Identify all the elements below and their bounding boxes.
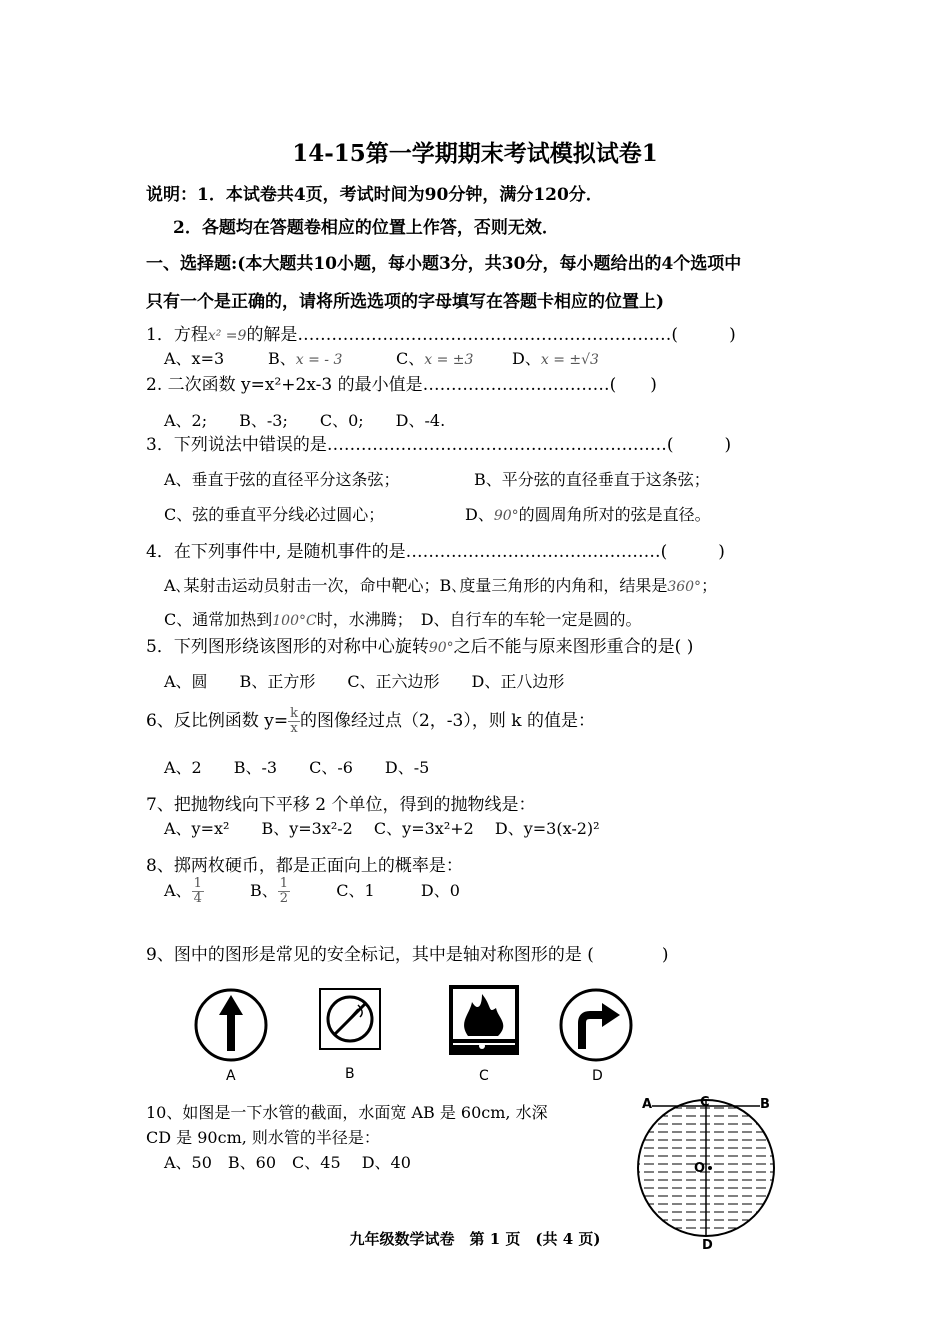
pipe-label-o: O [694,1161,706,1176]
pipe-cross-section-figure [630,1090,790,1250]
sign-a-label: A [226,1068,236,1084]
sign-d-turn-right-icon [558,987,634,1063]
pipe-label-b: B [760,1097,770,1112]
q4-options-line-2 [164,607,642,630]
q1-suffix: 的解是…………………………………………………………( ) [246,325,736,345]
question-10-line-1: 10、如图是一下水管的截面，水面宽 AB 是 60cm, 水深 [146,1103,548,1122]
question-5 [146,632,693,657]
q1-option-b [268,346,342,369]
q3-option-d-text: 的圆周角所对的弦是直径。 [518,505,711,524]
q1-prefix: 1．方程 [146,325,208,345]
q3-option-a: A、垂直于弦的直径平分这条弦； [164,470,400,489]
question-3: 3．下列说法中错误的是……………………………………………………( ) [146,435,732,455]
section-heading-line-1: 一、选择题:(本大题共10小题，每小题3分，共30分，每小题给出的4个选项中 [146,254,742,274]
page-footer: 九年级数学试卷 第 1 页 (共 4 页) [349,1230,601,1248]
q4-options-line-1 [164,573,717,596]
pipe-label-a: A [642,1097,653,1112]
section-heading-line-2: 只有一个是正确的，请将所选选项的字母填写在答题卡相应的位置上) [146,292,665,312]
sign-b-label: B [345,1066,355,1082]
q1-option-b-math: x = - 3 [295,352,343,368]
q7-options: A、y=x² B、y=3x²-2 C、y=3x²+2 D、y=3(x-2)² [164,819,600,838]
q6-text-b: 的图像经过点（2，-3），则 k 的值是： [299,711,595,731]
q8-option-a-fraction [192,877,204,906]
q5-math: 90° [428,640,454,656]
q8-option-b-label: B、 [250,881,278,900]
q1-option-d [512,346,599,369]
q4-line2-math: 100°C [272,613,317,629]
instructions-line-2: 2．各题均在答题卷相应的位置上作答，否则无效． [173,218,559,238]
instructions-line-1: 说明：1．本试卷共4页，考试时间为90分钟，满分120分． [146,185,603,205]
sign-d-label: D [592,1068,603,1084]
q8-option-a-label: A、 [164,881,192,900]
q1-option-c-label: C、 [396,349,425,368]
q6-fraction-den: x [290,721,298,736]
question-4: 4．在下列事件中, 是随机事件的是………………………………………( ) [146,542,725,562]
q8-option-d: D、0 [420,881,460,900]
q1-equation: x² =9 [207,328,247,344]
q8-b-den: 2 [279,891,289,906]
q10-options: A、50 B、60 C、45 D、40 [164,1153,411,1172]
pipe-label-d: D [702,1238,713,1250]
question-7: 7、把抛物线向下平移 2 个单位，得到的抛物线是： [146,795,536,815]
q8-a-den: 4 [193,891,202,906]
q6-fraction [288,707,300,736]
q3-option-d-math: 90° [493,508,519,524]
q1-option-d-label: D、 [512,349,541,368]
q6-fraction-num: k [290,706,298,721]
pipe-label-c: C [700,1095,710,1110]
q4-line2-a: C、通常加热到 [164,610,273,629]
q5-text-b: 之后不能与原来图形重合的是( ) [453,637,694,657]
q4-line2-b: 时，水沸腾； D、自行车的车轮一定是圆的。 [316,610,642,629]
q8-options [164,877,460,906]
q3-option-b: B、平分弦的直径垂直于这条弦； [474,470,710,489]
q6-options: A、2 B、-3 C、-6 D、-5 [164,758,430,777]
q8-b-num: 1 [279,876,289,891]
question-8: 8、掷两枚硬币，都是正面向上的概率是： [146,856,463,876]
sign-c-label: C [479,1068,489,1084]
question-10-line-2: CD 是 90cm, 则水管的半径是： [146,1128,380,1147]
q3-option-c: C、弦的垂直平分线必过圆心； [164,505,385,524]
q8-option-b-fraction [278,877,290,906]
question-2: 2. 二次函数 y=x²+2x-3 的最小值是……………………………( ) [146,375,657,395]
q6-text-a: 6、反比例函数 y= [146,711,289,731]
sign-b-no-fire-icon [318,987,382,1051]
q5-text-a: 5．下列图形绕该图形的对称中心旋转 [146,637,429,657]
sign-c-flame-icon [448,984,520,1056]
q8-option-c: C、1 [336,881,375,900]
q1-option-a: A、x=3 [164,349,225,368]
q1-option-b-label: B、 [268,349,296,368]
page-title: 14-15第一学期期末考试模拟试卷1 [292,140,658,167]
question-6 [146,706,595,736]
sign-a-up-arrow-icon [193,987,269,1063]
q3-option-d-label: D、 [465,505,494,524]
q5-options: A、圆 B、正方形 C、正六边形 D、正八边形 [164,672,565,691]
q8-a-num: 1 [193,876,202,891]
question-1 [146,320,736,345]
q1-option-c [396,346,473,369]
q1-option-d-math: x = ±√3 [540,352,599,368]
q4-line1-math: 360° [667,579,702,595]
q4-line1-text: A､某射击运动员射击一次，命中靶心；B､度量三角形的内角和，结果是 [164,576,668,595]
question-9: 9、图中的图形是常见的安全标记，其中是轴对称图形的是 ( ) [146,945,669,965]
q4-line1-end: ； [701,576,718,595]
q3-option-d [465,502,711,525]
q2-options: A、2; B、-3; C、0; D、-4. [164,411,446,430]
q1-option-c-math: x = ±3 [424,352,474,368]
